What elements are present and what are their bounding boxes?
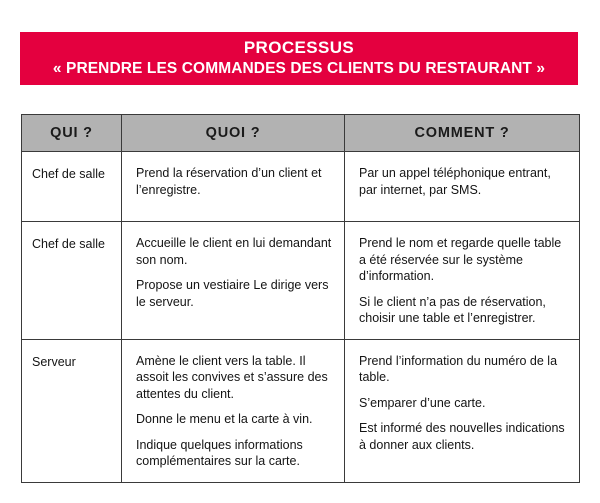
table-header — [22, 115, 580, 152]
cell-paragraph: Prend l’information du numéro de la table. — [359, 353, 558, 384]
cell-what — [122, 339, 345, 482]
banner-subtitle: « PRENDRE LES COMMANDES DES CLIENTS DU RESTAURANT » — [52, 59, 546, 77]
cell-paragraph: Si le client n’a pas de réservation, choisir une table et l’enregistrer. — [359, 294, 546, 325]
cell-paragraph: Par un appel téléphonique entrant, par internet, par SMS. — [359, 166, 551, 197]
cell-paragraph: Prend la réservation d’un client et l’enregistre. — [136, 166, 322, 197]
cell-paragraph: Prend le nom et regarde quelle table a été réservée sur le système d’information. — [359, 236, 562, 283]
column-header-qui: QUI ? — [22, 115, 122, 152]
cell-what — [122, 152, 345, 222]
table-header-row — [22, 115, 580, 152]
cell-paragraph: Propose un vestiaire Le dirige vers le serveur. — [136, 278, 329, 309]
table-row — [22, 339, 580, 482]
column-header-quoi: QUOI ? — [122, 115, 345, 152]
banner-header — [20, 32, 578, 85]
table-body — [22, 152, 580, 483]
column-header-comment: COMMENT ? — [345, 115, 580, 152]
table-row — [22, 222, 580, 340]
table-row — [22, 152, 580, 222]
cell-what — [122, 222, 345, 340]
cell-who: Chef de salle — [22, 222, 122, 340]
banner-title: PROCESSUS — [243, 38, 355, 58]
cell-who: Chef de salle — [22, 152, 122, 222]
cell-paragraph: Accueille le client en lui demandant son nom. — [136, 236, 332, 267]
process-table — [21, 114, 580, 483]
cell-paragraph: Donne le menu et la carte à vin. — [136, 412, 313, 426]
cell-paragraph: S’emparer d’une carte. — [359, 395, 486, 410]
cell-paragraph: Est informé des nouvelles indications à donner aux clients. — [359, 421, 565, 452]
cell-how — [345, 339, 580, 482]
cell-who: Serveur — [22, 339, 122, 482]
cell-paragraph: Indique quelques informations complémentaires sur la carte. — [136, 437, 303, 468]
cell-how — [345, 152, 580, 222]
cell-paragraph: Amène le client vers la table. Il assoit les convives et s’assure des attentes du client. — [136, 353, 328, 401]
cell-how — [345, 222, 580, 340]
